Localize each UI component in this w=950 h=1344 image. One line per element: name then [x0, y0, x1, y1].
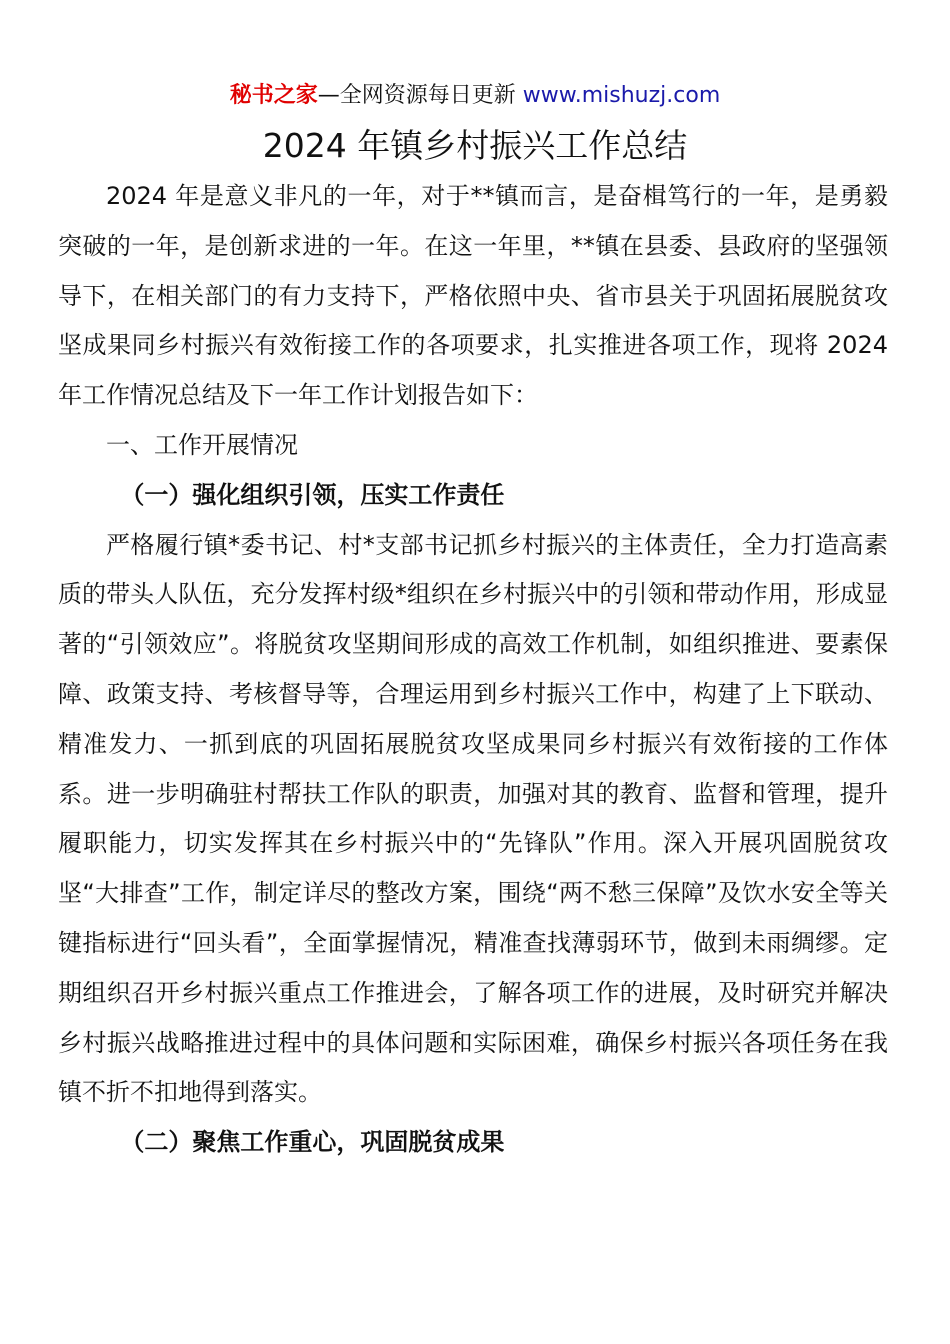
site-header	[0, 80, 950, 112]
section-heading-work-progress: 一、工作开展情况	[106, 430, 298, 459]
subsection-heading-poverty-results: （二）聚焦工作重心，巩固脱贫成果	[120, 1128, 505, 1157]
brand-name[interactable]: 秘书之家	[229, 83, 318, 108]
header-tagline: —全网资源每日更新	[317, 83, 516, 108]
document-body	[58, 172, 888, 1168]
subsection-heading-organization: （一）强化组织引领，压实工作责任	[120, 480, 505, 509]
document-title: 2024 年镇乡村振兴工作总结	[262, 126, 688, 165]
intro-paragraph: 2024 年是意义非凡的一年，对于**镇而言，是奋楫笃行的一年，是勇毅突破的一年，是创新求进的一年。在这一年里，**镇在县委、县政府的坚强领导下，在相关部门的有力支持下，严格依照中央、省市县关于巩固拓展脱贫攻坚成果同乡村振兴有效衔接工作的各项要求，扎实推进各项工作，现将 2024 年工作情况总结及下一年工作计划报告如下：	[58, 182, 888, 410]
subsection-paragraph-organization: 严格履行镇*委书记、村*支部书记抓乡村振兴的主体责任，全力打造高素质的带头人队伍，充分发挥村级*组织在乡村振兴中的引领和带动作用，形成显著的“引领效应”。将脱贫攻坚期间形成的高效工作机制，如组织推进、要素保障、政策支持、考核督导等，合理运用到乡村振兴工作中，构建了上下联动、精准发力、一抓到底的巩固拓展脱贫攻坚成果同乡村振兴有效衔接的工作体系。进一步明确驻村帮扶工作队的职责，加强对其的教育、监督和管理，提升履职能力，切实发挥其在乡村振兴中的“先锋队”作用。深入开展巩固脱贫攻坚“大排查”工作，制定详尽的整改方案，围绕“两不愁三保障”及饮水安全等关键指标进行“回头看”，全面掌握情况，精准查找薄弱环节，做到未雨绸缪。定期组织召开乡村振兴重点工作推进会，了解各项工作的进展，及时研究并解决乡村振兴战略推进过程中的具体问题和实际困难，确保乡村振兴各项任务在我镇不折不扣地得到落实。	[58, 530, 888, 1107]
site-url-link[interactable]: www.mishuzj.com	[522, 83, 721, 108]
